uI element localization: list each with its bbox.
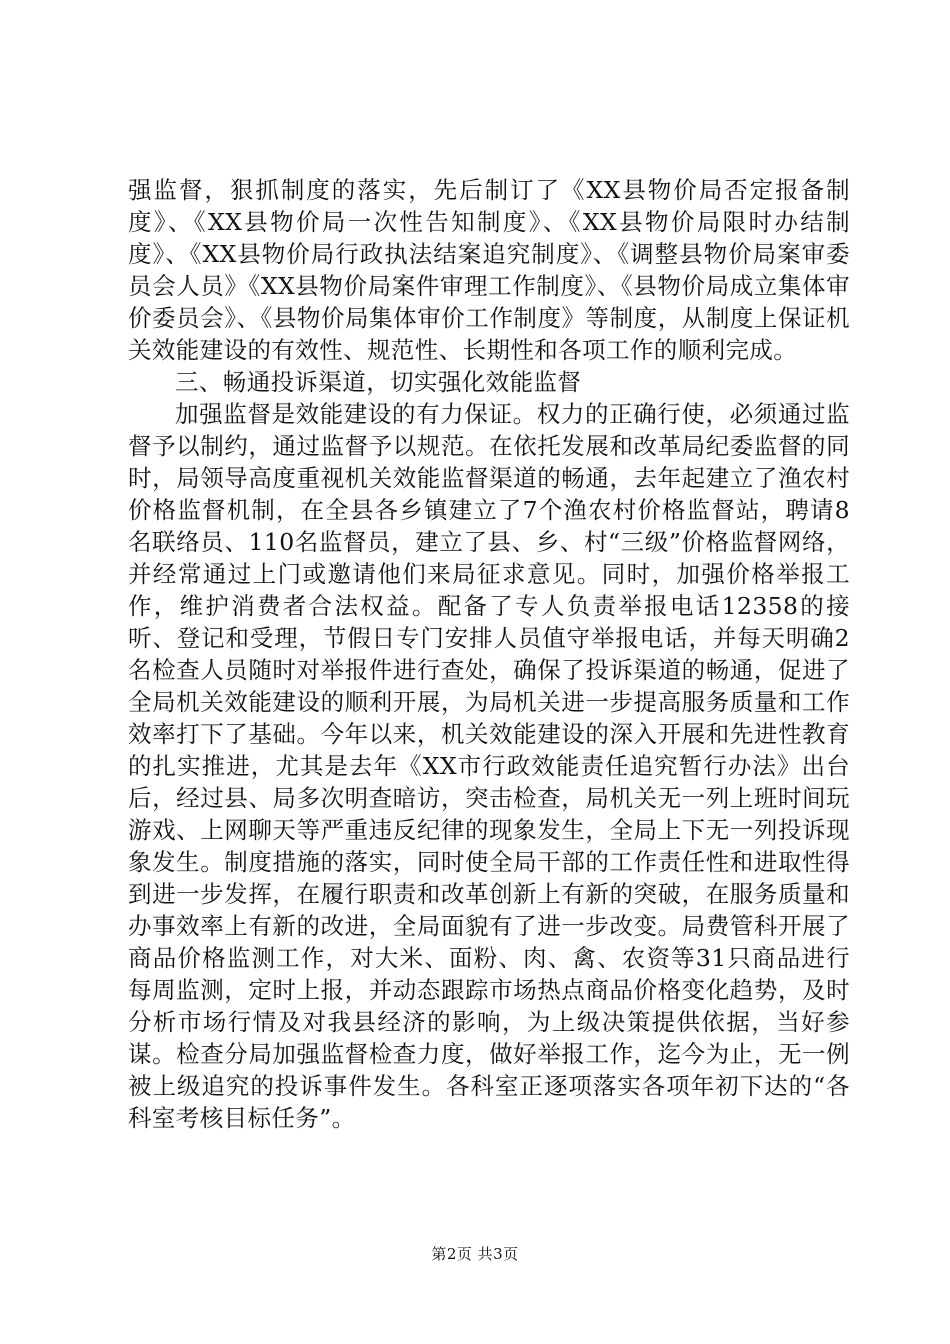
document-body bbox=[128, 174, 850, 1134]
page-number-footer: 第2页 共3页 bbox=[431, 1245, 519, 1263]
paragraph-institution-rules: 强监督，狠抓制度的落实，先后制订了《XX县物价局否定报备制度》、《XX县物价局一次性告知制度》、《XX县物价局限时办结制度》、《XX县物价局行政执法结案追究制度》、《调整县物价局案审委员会人员》《XX县物价局案件审理工作制度》、《县物价局成立集体审价委员会》、《县物价局集体审价工作制度》等制度，从制度上保证机关效能建设的有效性、规范性、长期性和各项工作的顺利完成。 bbox=[128, 176, 850, 364]
paragraph-supervision: 加强监督是效能建设的有力保证。权力的正确行使，必须通过监督予以制约，通过监督予以规范。在依托发展和改革局纪委监督的同时，局领导高度重视机关效能监督渠道的畅通，去年起建立了渔农村价格监督机制，在全县各乡镇建立了7个渔农村价格监督站，聘请8名联络员、110名监督员，建立了县、乡、村“三级”价格监督网络，并经常通过上门或邀请他们来局征求意见。同时，加强价格举报工作，维护消费者合法权益。配备了专人负责举报电话12358的接听、登记和受理，节假日专门安排人员值守举报电话，并每天明确2名检查人员随时对举报件进行查处，确保了投诉渠道的畅通，促进了全局机关效能建设的顺利开展，为局机关进一步提高服务质量和工作效率打下了基础。今年以来，机关效能建设的深入开展和先进性教育的扎实推进，尤其是去年《XX市行政效能责任追究暂行办法》出台后，经过县、局多次明查暗访，突击检查，局机关无一列上班时间玩游戏、上网聊天等严重违反纪律的现象发生，全局上下无一列投诉现象发生。制度措施的落实，同时使全局干部的工作责任性和进取性得到进一步发挥，在履行职责和改革创新上有新的突破，在服务质量和办事效率上有新的改进，全局面貌有了进一步改变。局费管科开展了商品价格监测工作，对大米、面粉、肉、禽、农资等31只商品进行每周监测，定时上报，并动态跟踪市场热点商品价格变化趋势，及时分析市场行情及对我县经济的影响，为上级决策提供依据，当好参谋。检查分局加强监督检查力度，做好举报工作，迄今为止，无一例被上级追究的投诉事件发生。各科室正逐项落实各项年初下达的“各科室考核目标任务”。 bbox=[128, 400, 850, 1132]
section-heading-complaint-channels: 三、畅通投诉渠道，切实强化效能监督 bbox=[175, 368, 582, 396]
